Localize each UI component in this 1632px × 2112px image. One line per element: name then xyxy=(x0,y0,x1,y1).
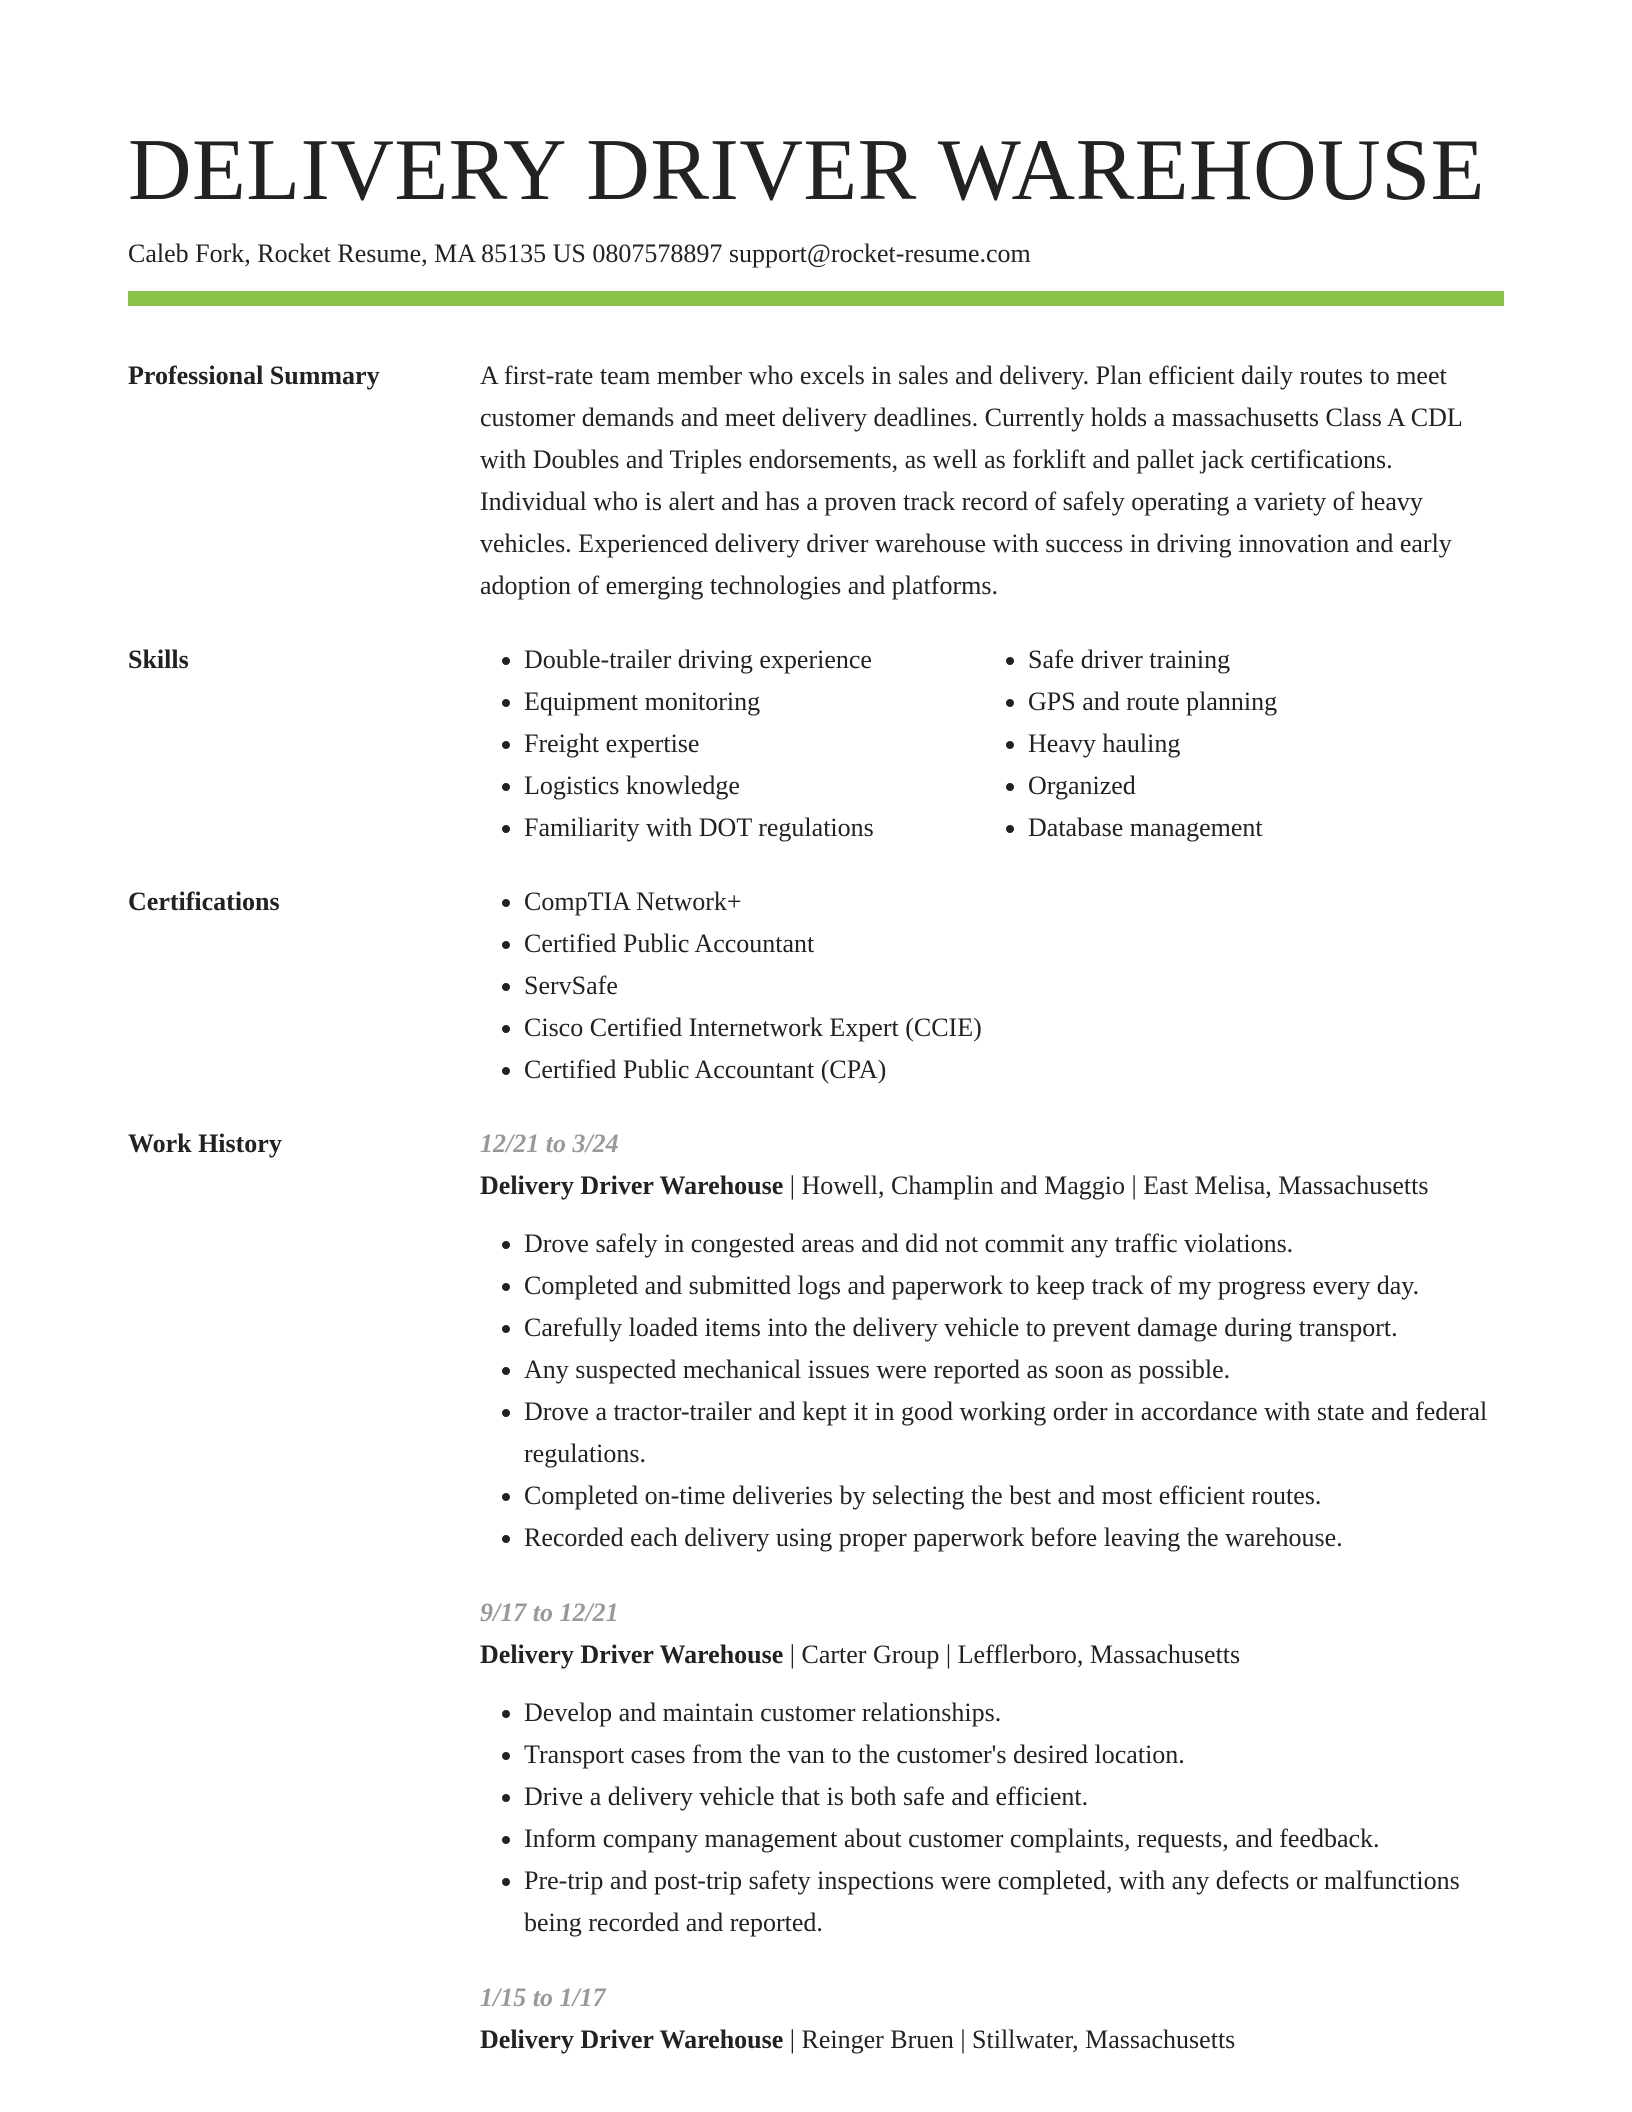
section-label-work-history: Work History xyxy=(128,1129,282,1158)
skill-item: • Database management xyxy=(1028,807,1488,849)
job-duty: • Completed on-time deliveries by selecting the best and most efficient routes. xyxy=(524,1475,1504,1517)
skill-item: • Logistics knowledge xyxy=(524,765,984,807)
certification-item: • Cisco Certified Internetwork Expert (CCIE) xyxy=(524,1007,1504,1049)
skill-item: • Organized xyxy=(1028,765,1488,807)
skill-item: • Equipment monitoring xyxy=(524,681,984,723)
job-duty: • Recorded each delivery using proper paperwork before leaving the warehouse. xyxy=(524,1517,1504,1559)
section-label-certifications: Certifications xyxy=(128,887,280,916)
job-company-location: | Howell, Champlin and Maggio | East Melisa, Massachusetts xyxy=(783,1171,1429,1200)
skill-item: • Freight expertise xyxy=(524,723,984,765)
job-duty: • Develop and maintain customer relationships. xyxy=(524,1692,1504,1734)
skill-item: • Double-trailer driving experience xyxy=(524,639,984,681)
skill-item: • Familiarity with DOT regulations xyxy=(524,807,984,849)
job-duty: • Drove a tractor-trailer and kept it in good working order in accordance with state and federal regulations. xyxy=(524,1391,1504,1475)
work-history-section xyxy=(128,1123,1504,2094)
certifications-section xyxy=(128,881,1504,1091)
job-title: Delivery Driver Warehouse xyxy=(480,1640,784,1669)
job-heading xyxy=(480,1634,1504,1676)
skills-section xyxy=(128,639,1504,849)
job-entry xyxy=(480,1977,1504,2061)
professional-summary-section xyxy=(128,355,1504,607)
job-duty: • Completed and submitted logs and paperwork to keep track of my progress every day. xyxy=(524,1265,1504,1307)
job-duty: • Drive a delivery vehicle that is both safe and efficient. xyxy=(524,1776,1504,1818)
job-heading xyxy=(480,1165,1504,1207)
job-company-location: | Reinger Bruen | Stillwater, Massachusetts xyxy=(783,2025,1236,2054)
job-duties-list xyxy=(480,1692,1504,1944)
page-title: DELIVERY DRIVER WAREHOUSE xyxy=(128,122,1485,219)
skill-item: • Safe driver training xyxy=(1028,639,1488,681)
job-duty: • Drove safely in congested areas and did not commit any traffic violations. xyxy=(524,1223,1504,1265)
accent-divider xyxy=(128,291,1504,306)
skill-item: • Heavy hauling xyxy=(1028,723,1488,765)
certification-item: • ServSafe xyxy=(524,965,1504,1007)
certification-item: • Certified Public Accountant xyxy=(524,923,1504,965)
job-entry xyxy=(480,1592,1504,1944)
skills-list-right xyxy=(984,639,1488,849)
summary-text: A first-rate team member who excels in sales and delivery. Plan efficient daily routes to meet customer demands and meet delivery deadlines. Currently holds a massachusetts Class A CDL with Doubles and Triples endorsements, as well as forklift and pallet jack certifications. Individual who is alert and has a proven track record of safely operating a variety of heavy vehicles. Experienced delivery driver warehouse with success in driving innovation and early adoption of emerging technologies and platforms. xyxy=(480,361,1462,600)
skills-list-left xyxy=(480,639,984,849)
contact-line: Caleb Fork, Rocket Resume, MA 85135 US 0807578897 support@rocket-resume.com xyxy=(128,239,1031,268)
resume-page xyxy=(128,0,1504,2094)
job-dates: 9/17 to 12/21 xyxy=(480,1598,619,1627)
job-duty: • Any suspected mechanical issues were reported as soon as possible. xyxy=(524,1349,1504,1391)
section-label-professional-summary: Professional Summary xyxy=(128,361,380,390)
job-title: Delivery Driver Warehouse xyxy=(480,2025,784,2054)
job-duty: • Transport cases from the van to the customer's desired location. xyxy=(524,1734,1504,1776)
certifications-list xyxy=(480,881,1504,1091)
job-company-location: | Carter Group | Lefflerboro, Massachusetts xyxy=(783,1640,1241,1669)
certification-item: • Certified Public Accountant (CPA) xyxy=(524,1049,1504,1091)
job-duty: • Carefully loaded items into the delivery vehicle to prevent damage during transport. xyxy=(524,1307,1504,1349)
job-duties-list xyxy=(480,1223,1504,1559)
skill-item: • GPS and route planning xyxy=(1028,681,1488,723)
certification-item: • CompTIA Network+ xyxy=(524,881,1504,923)
job-title: Delivery Driver Warehouse xyxy=(480,1171,784,1200)
job-dates: 1/15 to 1/17 xyxy=(480,1983,606,2012)
skills-grid xyxy=(480,639,1504,849)
job-duty: • Inform company management about customer complaints, requests, and feedback. xyxy=(524,1818,1504,1860)
job-dates: 12/21 to 3/24 xyxy=(480,1129,619,1158)
section-label-skills: Skills xyxy=(128,645,189,674)
job-heading xyxy=(480,2019,1504,2061)
job-entry xyxy=(480,1123,1504,1559)
job-duty: • Pre-trip and post-trip safety inspections were completed, with any defects or malfunctions being recorded and reported. xyxy=(524,1860,1504,1944)
